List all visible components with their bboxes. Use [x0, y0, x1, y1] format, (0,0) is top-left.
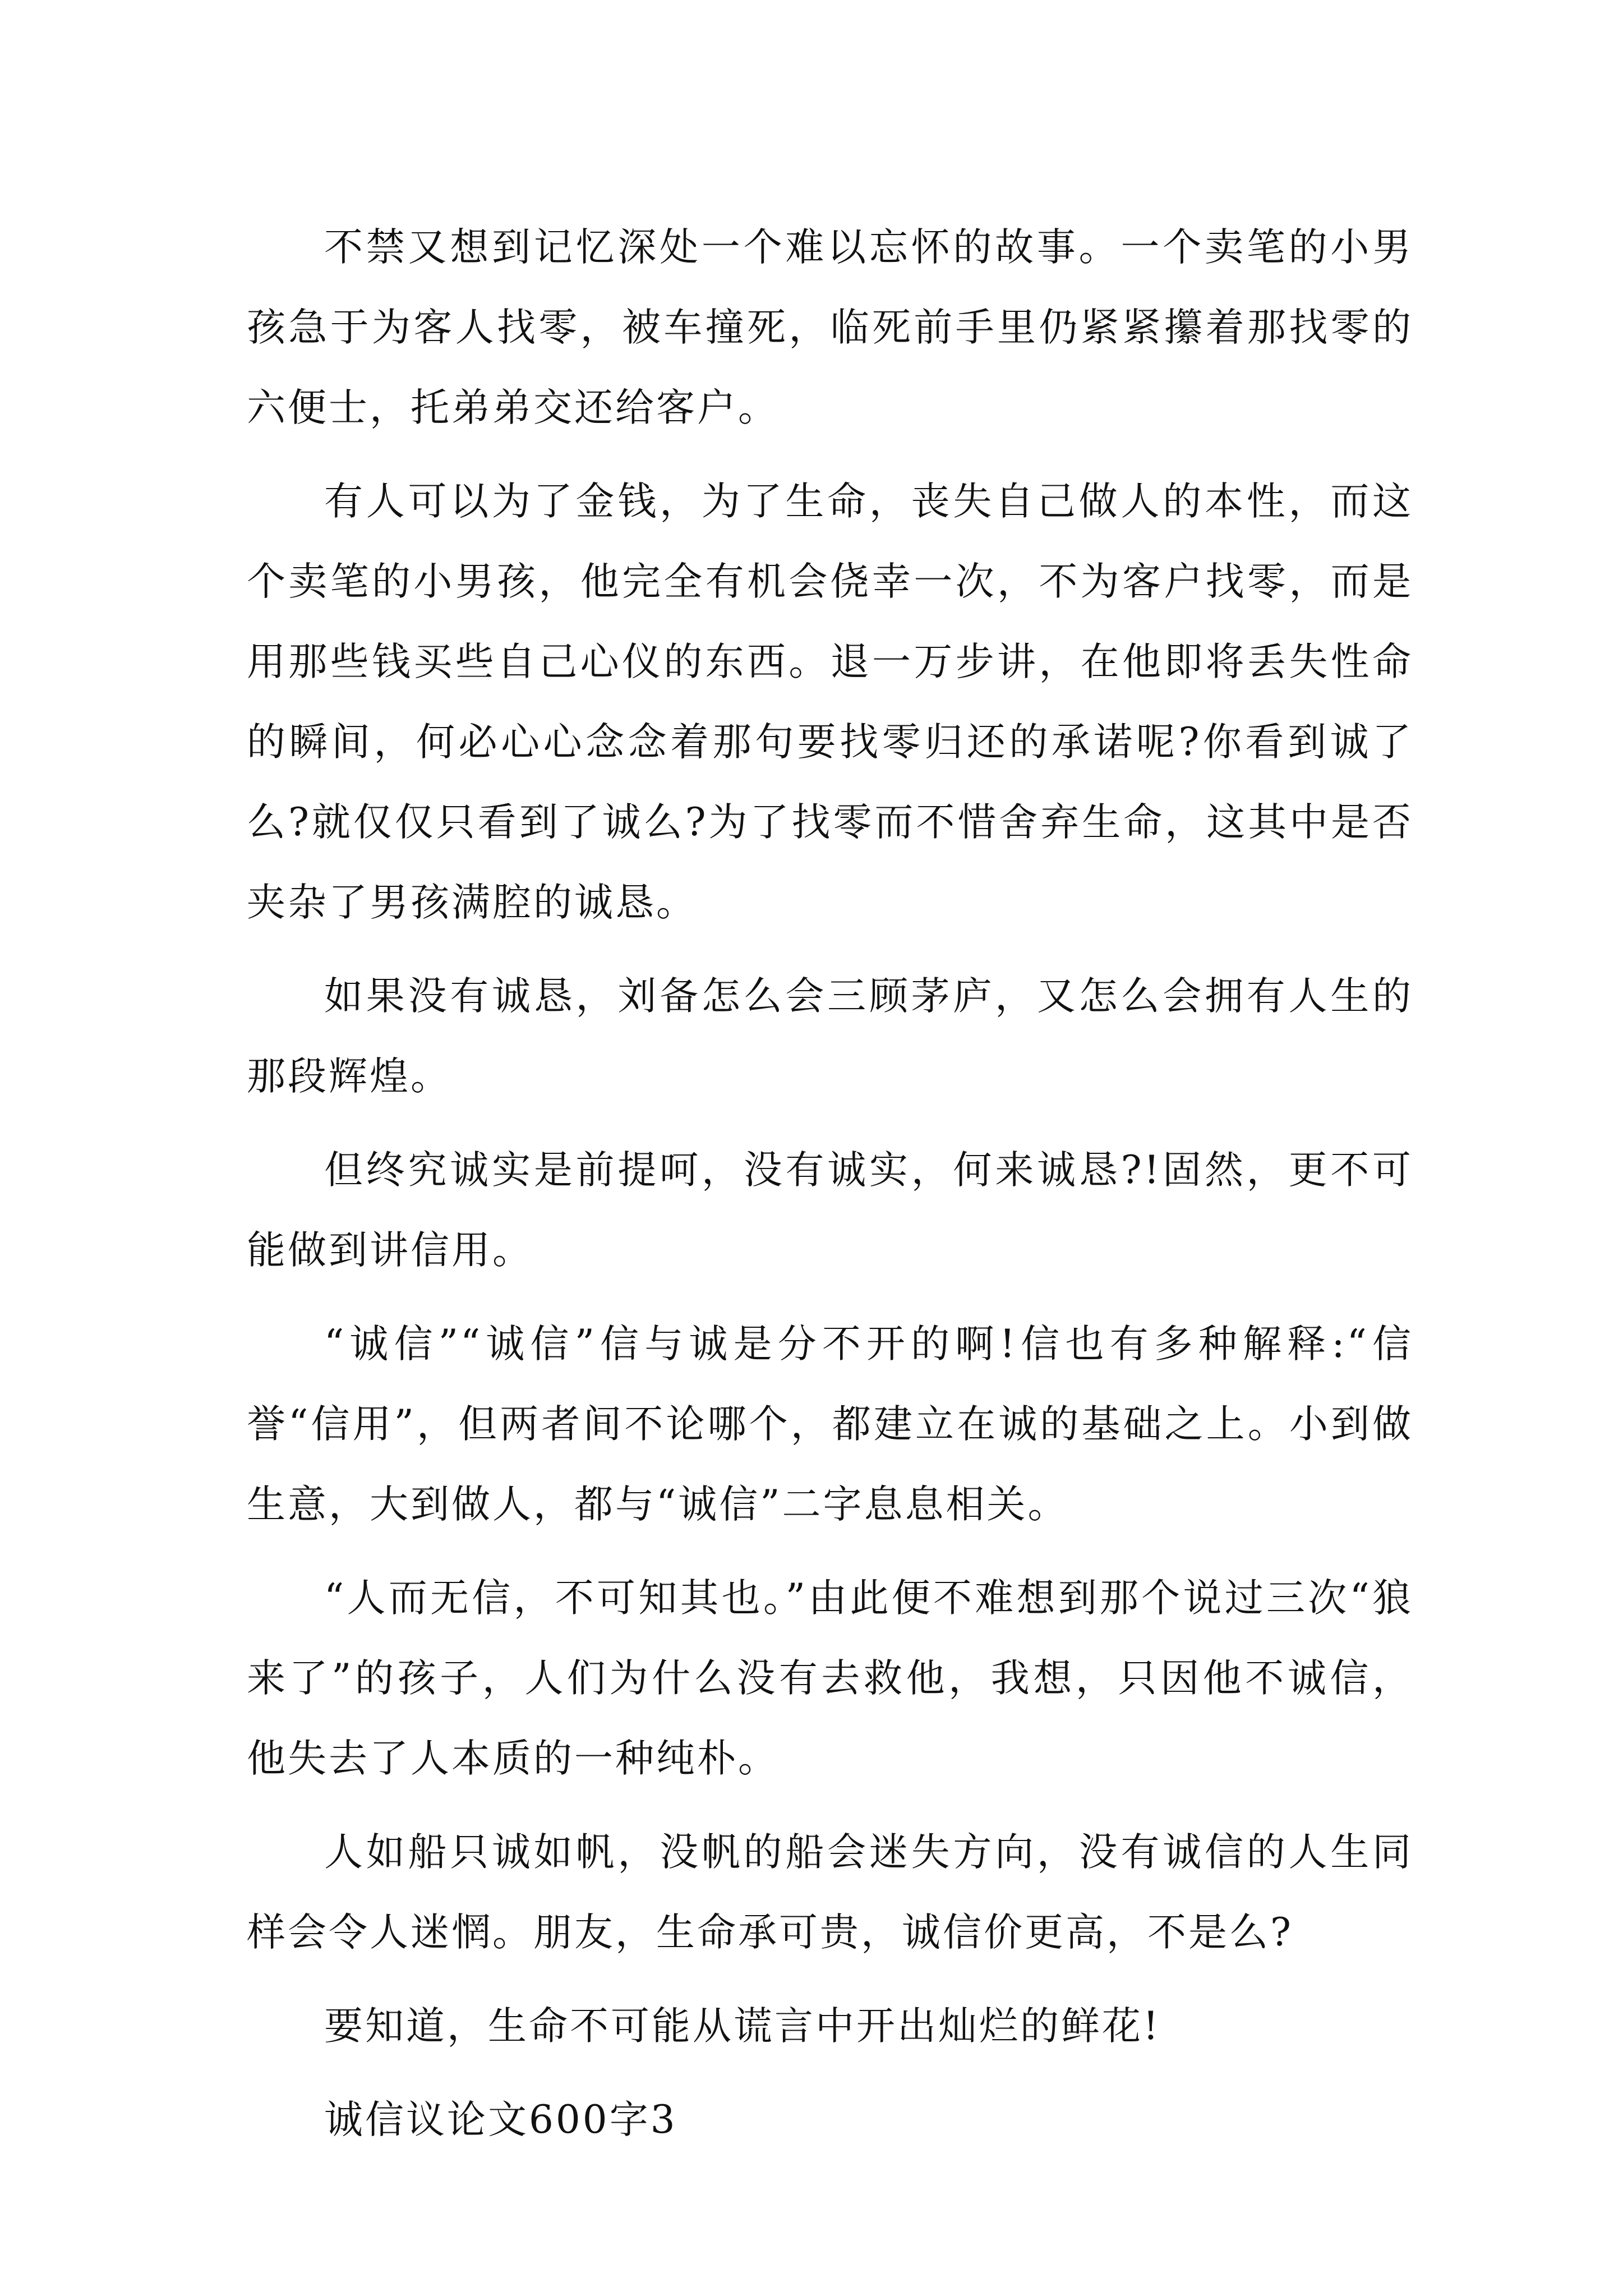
- paragraph-nature: 有人可以为了金钱，为了生命，丧失自己做人的本性，而这个卖笔的小男孩，他完全有机会侥幸一次，不为客户找零，而是用那些钱买些自己心仪的东西。退一万步讲，在他即将丢失性命的瞬间，何必心心念念着那句要找零归还的承诺呢?你看到诚了么?就仅仅只看到了诚么?为了找零而不惜舍弃生命，这其中是否夹杂了男孩满腔的诚恳。: [247, 479, 1413, 925]
- paragraph-story: 不禁又想到记忆深处一个难以忘怀的故事。一个卖笔的小男孩急于为客人找零，被车撞死，临死前手里仍紧紧攥着那找零的六便士，托弟弟交还给客户。: [247, 225, 1413, 430]
- document-body: [247, 208, 1413, 2174]
- paragraph-conclusion: 要知道，生命不可能从谎言中开出灿烂的鲜花!: [324, 2004, 1161, 2049]
- paragraph-wolf: “人而无信，不可知其也。”由此便不难想到那个说过三次“狼来了”的孩子，人们为什么没有去救他，我想，只因他不诚信，他失去了人本质的一种纯朴。: [247, 1576, 1413, 1781]
- paragraph-chengxin: “诚信”“诚信”信与诚是分不开的啊!信也有多种解释:“信誉“信用”，但两者间不论哪个，都建立在诚的基础之上。小到做生意，大到做人，都与“诚信”二字息息相关。: [247, 1322, 1413, 1527]
- section-heading: 诚信议论文600字3: [324, 2097, 677, 2142]
- paragraph-premise: 但终究诚实是前提呵，没有诚实，何来诚恳?!固然，更不可能做到讲信用。: [247, 1148, 1413, 1273]
- paragraph-liubei: 如果没有诚恳，刘备怎么会三顾茅庐，又怎么会拥有人生的那段辉煌。: [247, 974, 1413, 1099]
- paragraph-ship: 人如船只诚如帆，没帆的船会迷失方向，没有诚信的人生同样会令人迷惘。朋友，生命承可贵，诚信价更高，不是么?: [247, 1830, 1413, 1955]
